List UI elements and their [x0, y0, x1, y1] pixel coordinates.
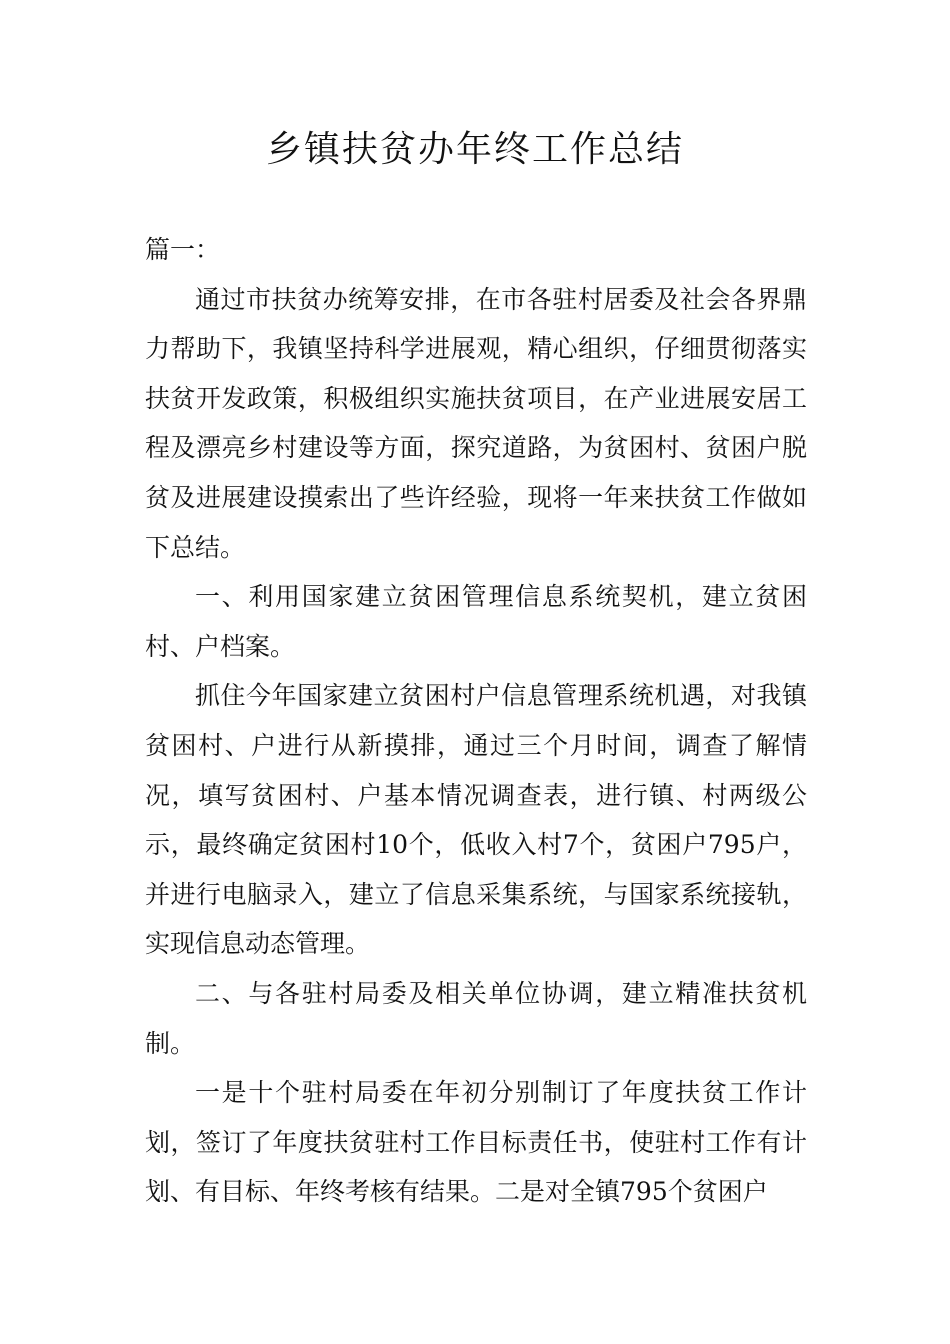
paragraph-archives: 抓住今年国家建立贫困村户信息管理系统机遇，对我镇贫困村、户进行从新摸排，通过三个月时间，调查了解情况，填写贫困村、户基本情况调查表，进行镇、村两级公示，最终确定贫困村10个，低收入村7个，贫困户795户，并进行电脑录入，建立了信息采集系统，与国家系统接轨，实现信息动态管理。	[145, 681, 807, 959]
paragraph-intro: 通过市扶贫办统筹安排，在市各驻村居委及社会各界鼎力帮助下，我镇坚持科学进展观，精心组织，仔细贯彻落实扶贫开发政策，积极组织实施扶贫项目，在产业进展安居工程及漂亮乡村建设等方面，探究道路，为贫困村、贫困户脱贫及进展建设摸索出了些许经验，现将一年来扶贫工作做如下总结。	[145, 284, 807, 562]
document-title: 乡镇扶贫办年终工作总结	[265, 129, 684, 170]
paragraph-mechanism: 一是十个驻村局委在年初分别制订了年度扶贫工作计划，签订了年度扶贫驻村工作目标责任书，使驻村工作有计划、有目标、年终考核有结果。二是对全镇795个贫困户	[145, 1078, 807, 1207]
paragraph-heading-one: 一、利用国家建立贫困管理信息系统契机，建立贫困村、户档案。	[145, 582, 807, 661]
section-label: 篇一：	[145, 235, 221, 264]
document-body	[145, 225, 807, 1217]
paragraph-heading-two: 二、与各驻村局委及相关单位协调，建立精准扶贫机制。	[145, 978, 807, 1058]
